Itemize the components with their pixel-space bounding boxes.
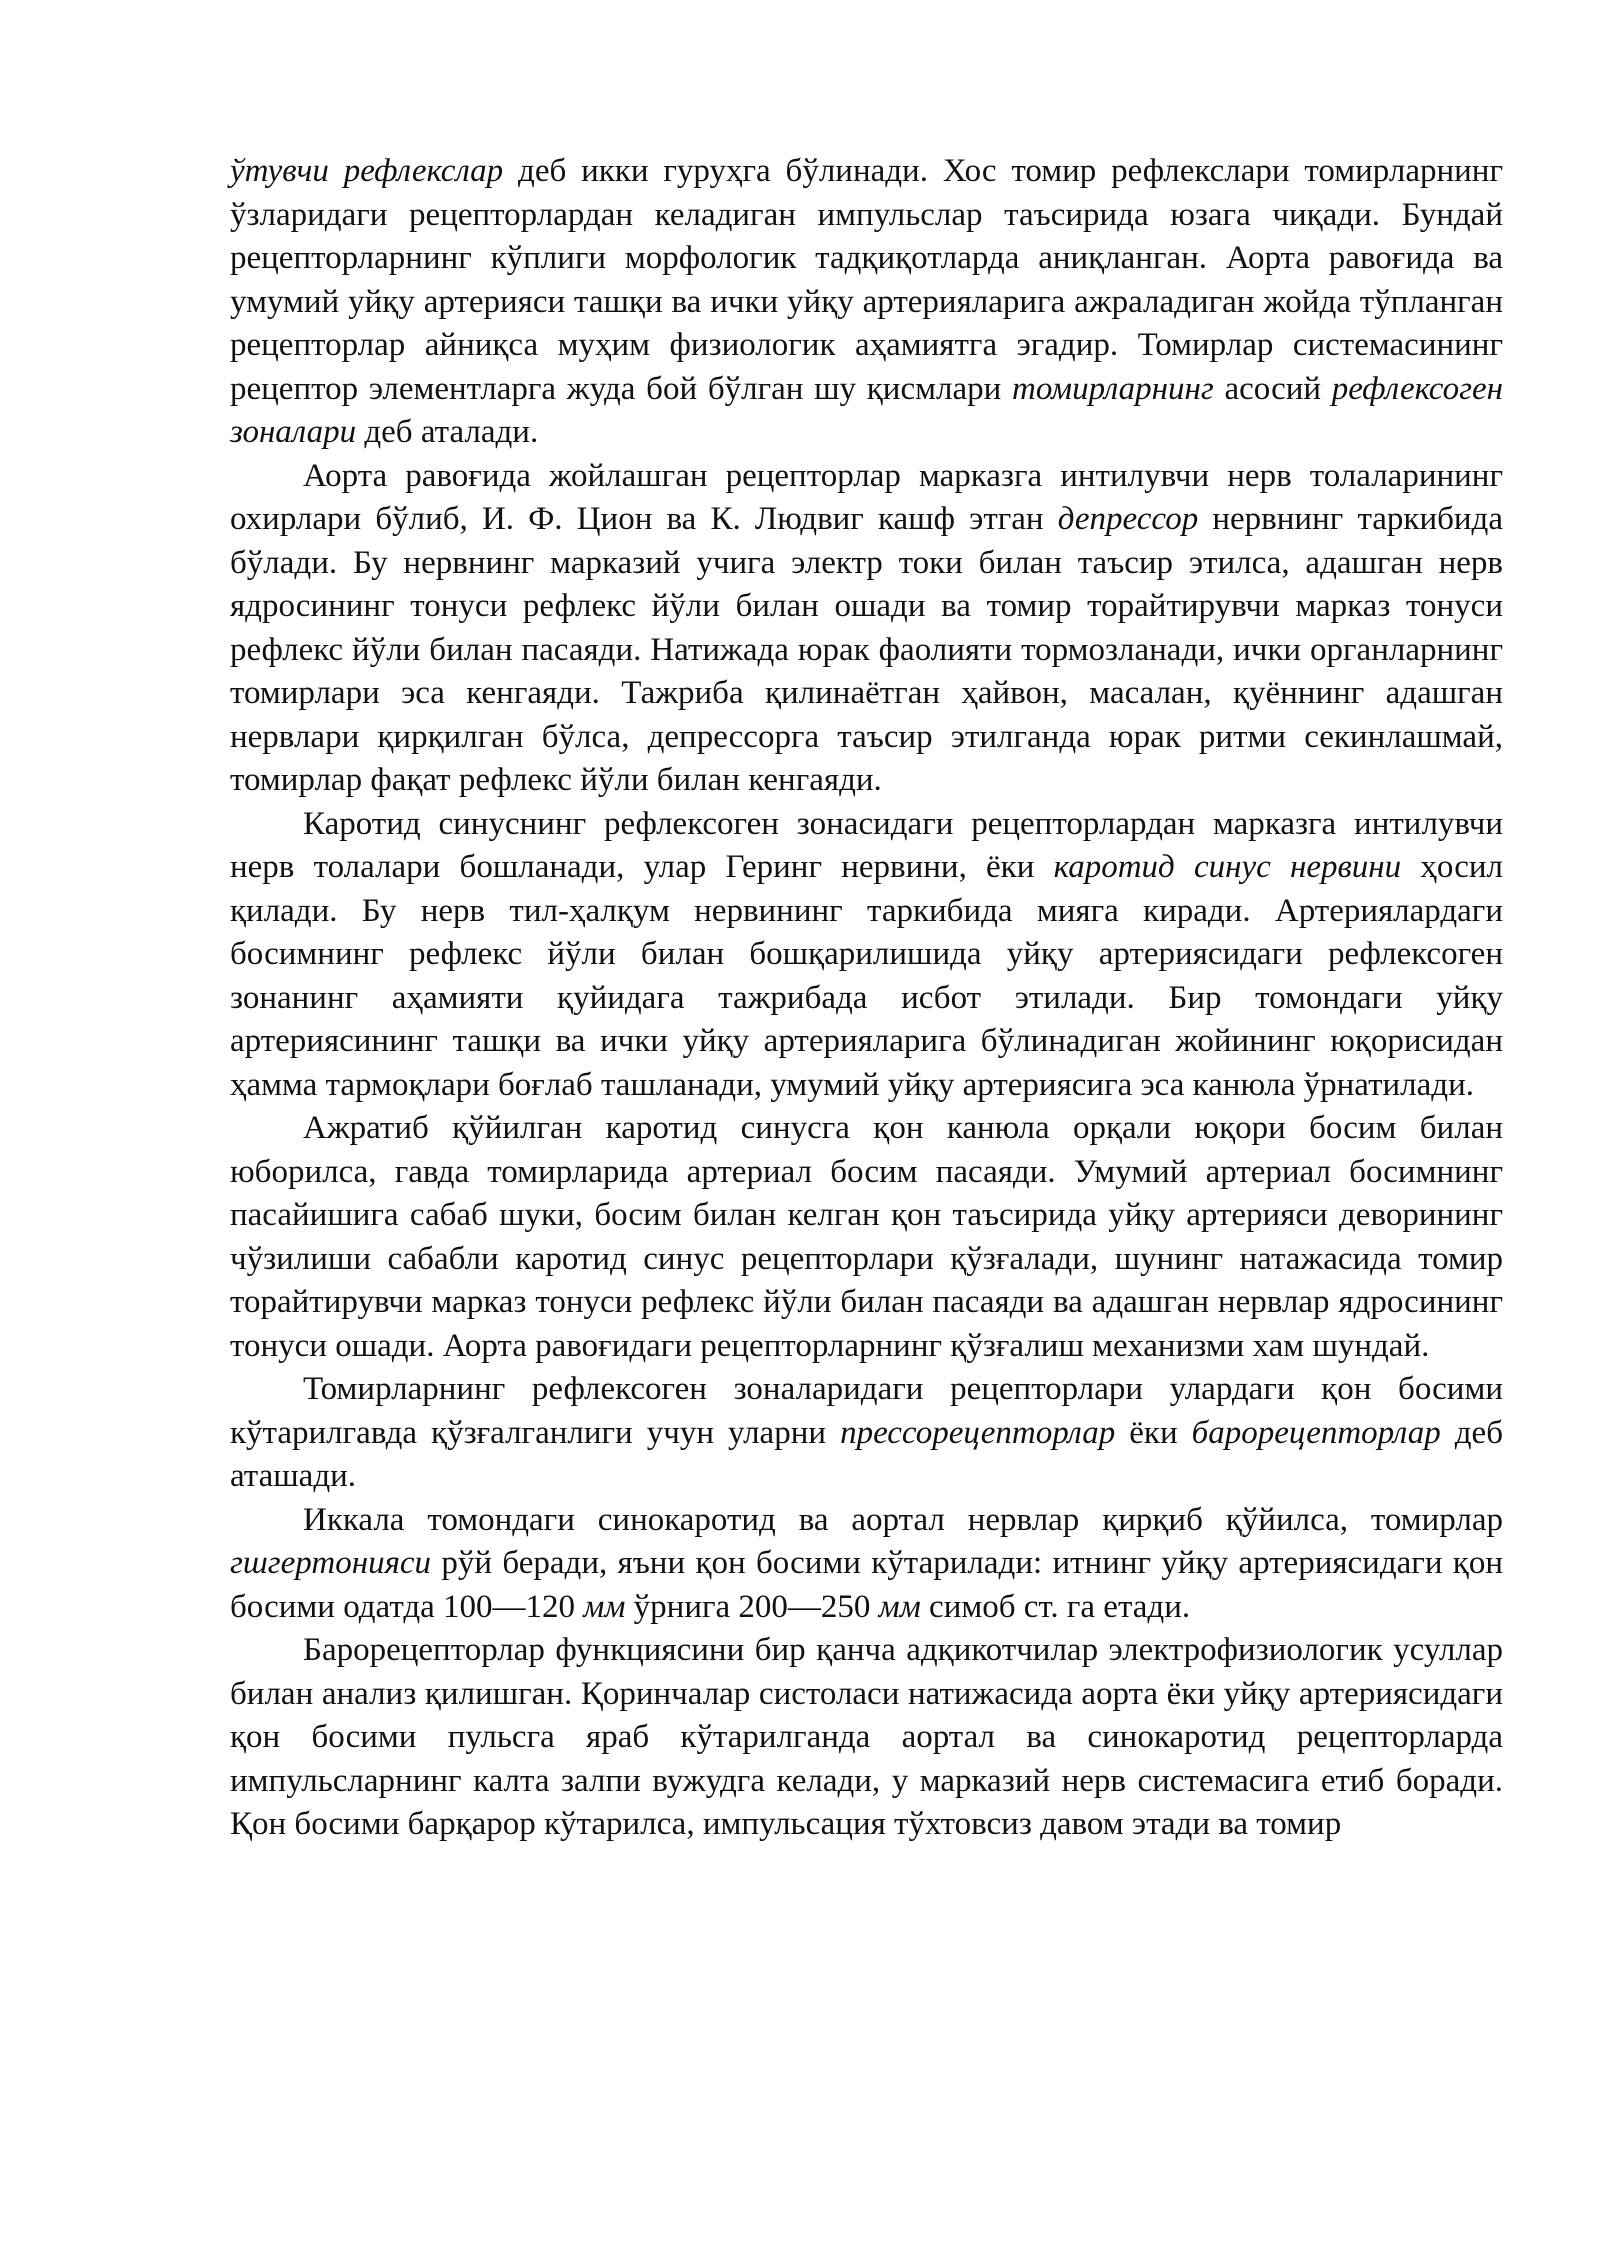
paragraph bbox=[230, 1499, 1503, 1630]
italic-term: мм bbox=[878, 1588, 921, 1625]
italic-term: ўтувчи рефлекслар bbox=[230, 153, 504, 189]
italic-term: барорецепторлар bbox=[1191, 1414, 1441, 1451]
italic-term: гшгертонияси bbox=[230, 1545, 432, 1581]
text-run: Томирларнинг рефлексоген зоналаридаги рецепторлари улардаги қон босими кўтарилгавда қўзғалганлиги учун уларни bbox=[230, 1371, 1503, 1451]
text-run: Аорта равоғида жойлашган рецепторлар марказга интилувчи нерв толаларининг охирлари бўлиб, И. Ф. Цион ва К. Людвиг кашф этган bbox=[230, 457, 1503, 537]
text-run: Барорецепторлар функциясини бир қанча адқикотчилар электрофизиологик усуллар билан анализ қилишган. Қоринчалар систоласи натижасида аорта ёки уйқу артериясидаги қон босими пульсга яраб кўтарилганда аортал ва синокаротид рецепторларда импульсларнинг калта залпи вужудга келади, у марказий нерв системасига етиб боради. Қон босими барқарор кўтарилса, импульсация тўхтовсиз давом этади ва томир bbox=[230, 1632, 1503, 1842]
text-run: Каротид синуснинг рефлексоген зонасидаги рецепторлардан марказга интилувчи нерв толалари бошланади, улар Геринг нервини, ёки bbox=[230, 805, 1503, 885]
italic-term: мм bbox=[583, 1588, 626, 1625]
italic-term: прессорецепторлар bbox=[840, 1414, 1116, 1451]
text-run: ёки bbox=[1115, 1414, 1192, 1451]
text-run: деб икки гуруҳга бўлинади. Хос томир рефлекслари томирларнинг ўзларидаги рецепторлардан келадиган импульслар таъсирида юзага чиқади. Бундай рецепторларнинг кўплиги морфологик тадқиқотларда аниқланган. Аорта равоғида ва умумий уйқу артерияси ташқи ва ички уйқу артерияларига ажраладиган жойда тўпланган рецепторлар айниқса муҳим физиологик аҳамиятга эгадир. Томирлар системасининг рецептор элементларга жуда бой бўлган шу қисмлари bbox=[230, 153, 1503, 407]
paragraph bbox=[230, 455, 1503, 803]
italic-term: томирларнинг bbox=[1011, 370, 1214, 407]
paragraph bbox=[230, 803, 1503, 1108]
text-run: симоб ст. га етади. bbox=[920, 1588, 1191, 1625]
italic-term: рефлексоген зоналари bbox=[230, 370, 1503, 450]
text-run: ўрнига 200—250 bbox=[625, 1588, 879, 1625]
text-run: ҳосил қилади. Бу нерв тил-ҳалқум нервининг таркибида мияга киради. Артериялардаги босимнинг рефлекс йўли билан бошқарилишида уйқу артериясидаги рефлексоген зонанинг аҳамияти қуйидагa тажрибада исбот этилади. Бир томондаги уйқу артериясининг ташқи ва ички уйқу артерияларига бўлинадиган жойининг юқорисидан ҳамма тармоқлари боғлаб ташланади, умумий уйқу артериясига эса канюла ўрнатилади. bbox=[230, 849, 1503, 1103]
italic-term: депрессор bbox=[1057, 501, 1199, 537]
text-run: Ажратиб қўйилган каротид синусга қон канюла орқали юқори босим билан юборилса, гавда томирларида артериал босим пасаяди. Умумий артериал босимнинг пасайишига сабаб шуки, босим билан келган қон таъсирида уйқу артерияси деворининг чўзилиши сабабли каротид синус рецепторлари қўзғалади, шунинг натажасида томир торайтирувчи марказ тонуси рефлекс йўли билан пасаяди ва адашган нервлар ядросининг тонуси ошади. Аорта равоғидаги рецепторларнинг қўзғалиш механизми хам шундай. bbox=[230, 1110, 1503, 1364]
text-run: деб аташади. bbox=[230, 1414, 1503, 1494]
text-run: деб аталади. bbox=[356, 414, 539, 450]
paragraph bbox=[230, 150, 1503, 455]
text-run: Иккала томондаги синокаротид ва аортал нервлар қирқиб қўйилса, томирлар bbox=[303, 1501, 1503, 1538]
document-page bbox=[230, 150, 1503, 1847]
paragraph bbox=[230, 1629, 1503, 1847]
paragraph bbox=[230, 1107, 1503, 1368]
italic-term: каротид синус нервини bbox=[1053, 849, 1402, 885]
text-run: рўй беради, яъни қон босими кўтарилади: итнинг уйқу артериясидаги қон босими одатда 100—120 bbox=[230, 1545, 1503, 1625]
text-run: асосий bbox=[1213, 370, 1332, 407]
paragraph bbox=[230, 1368, 1503, 1499]
text-run: нервнинг таркибида бўлади. Бу нервнинг марказий учига электр токи билан таъсир этилса, адашган нерв ядросининг тонуси рефлекс йўли билан ошади ва томир торайтирувчи марказ тонуси рефлекс йўли билан пасаяди. Натижада юрак фаолияти тормозланади, ички органларнинг томирлари эса кенгаяди. Тажриба қилинаётган ҳайвон, масалан, қуённинг адашган нервлари қирқилган бўлса, депрессорга таъсир этилганда юрак ритми секинлашмай, томирлар фақат рефлекс йўли билан кенгаяди. bbox=[230, 501, 1503, 798]
